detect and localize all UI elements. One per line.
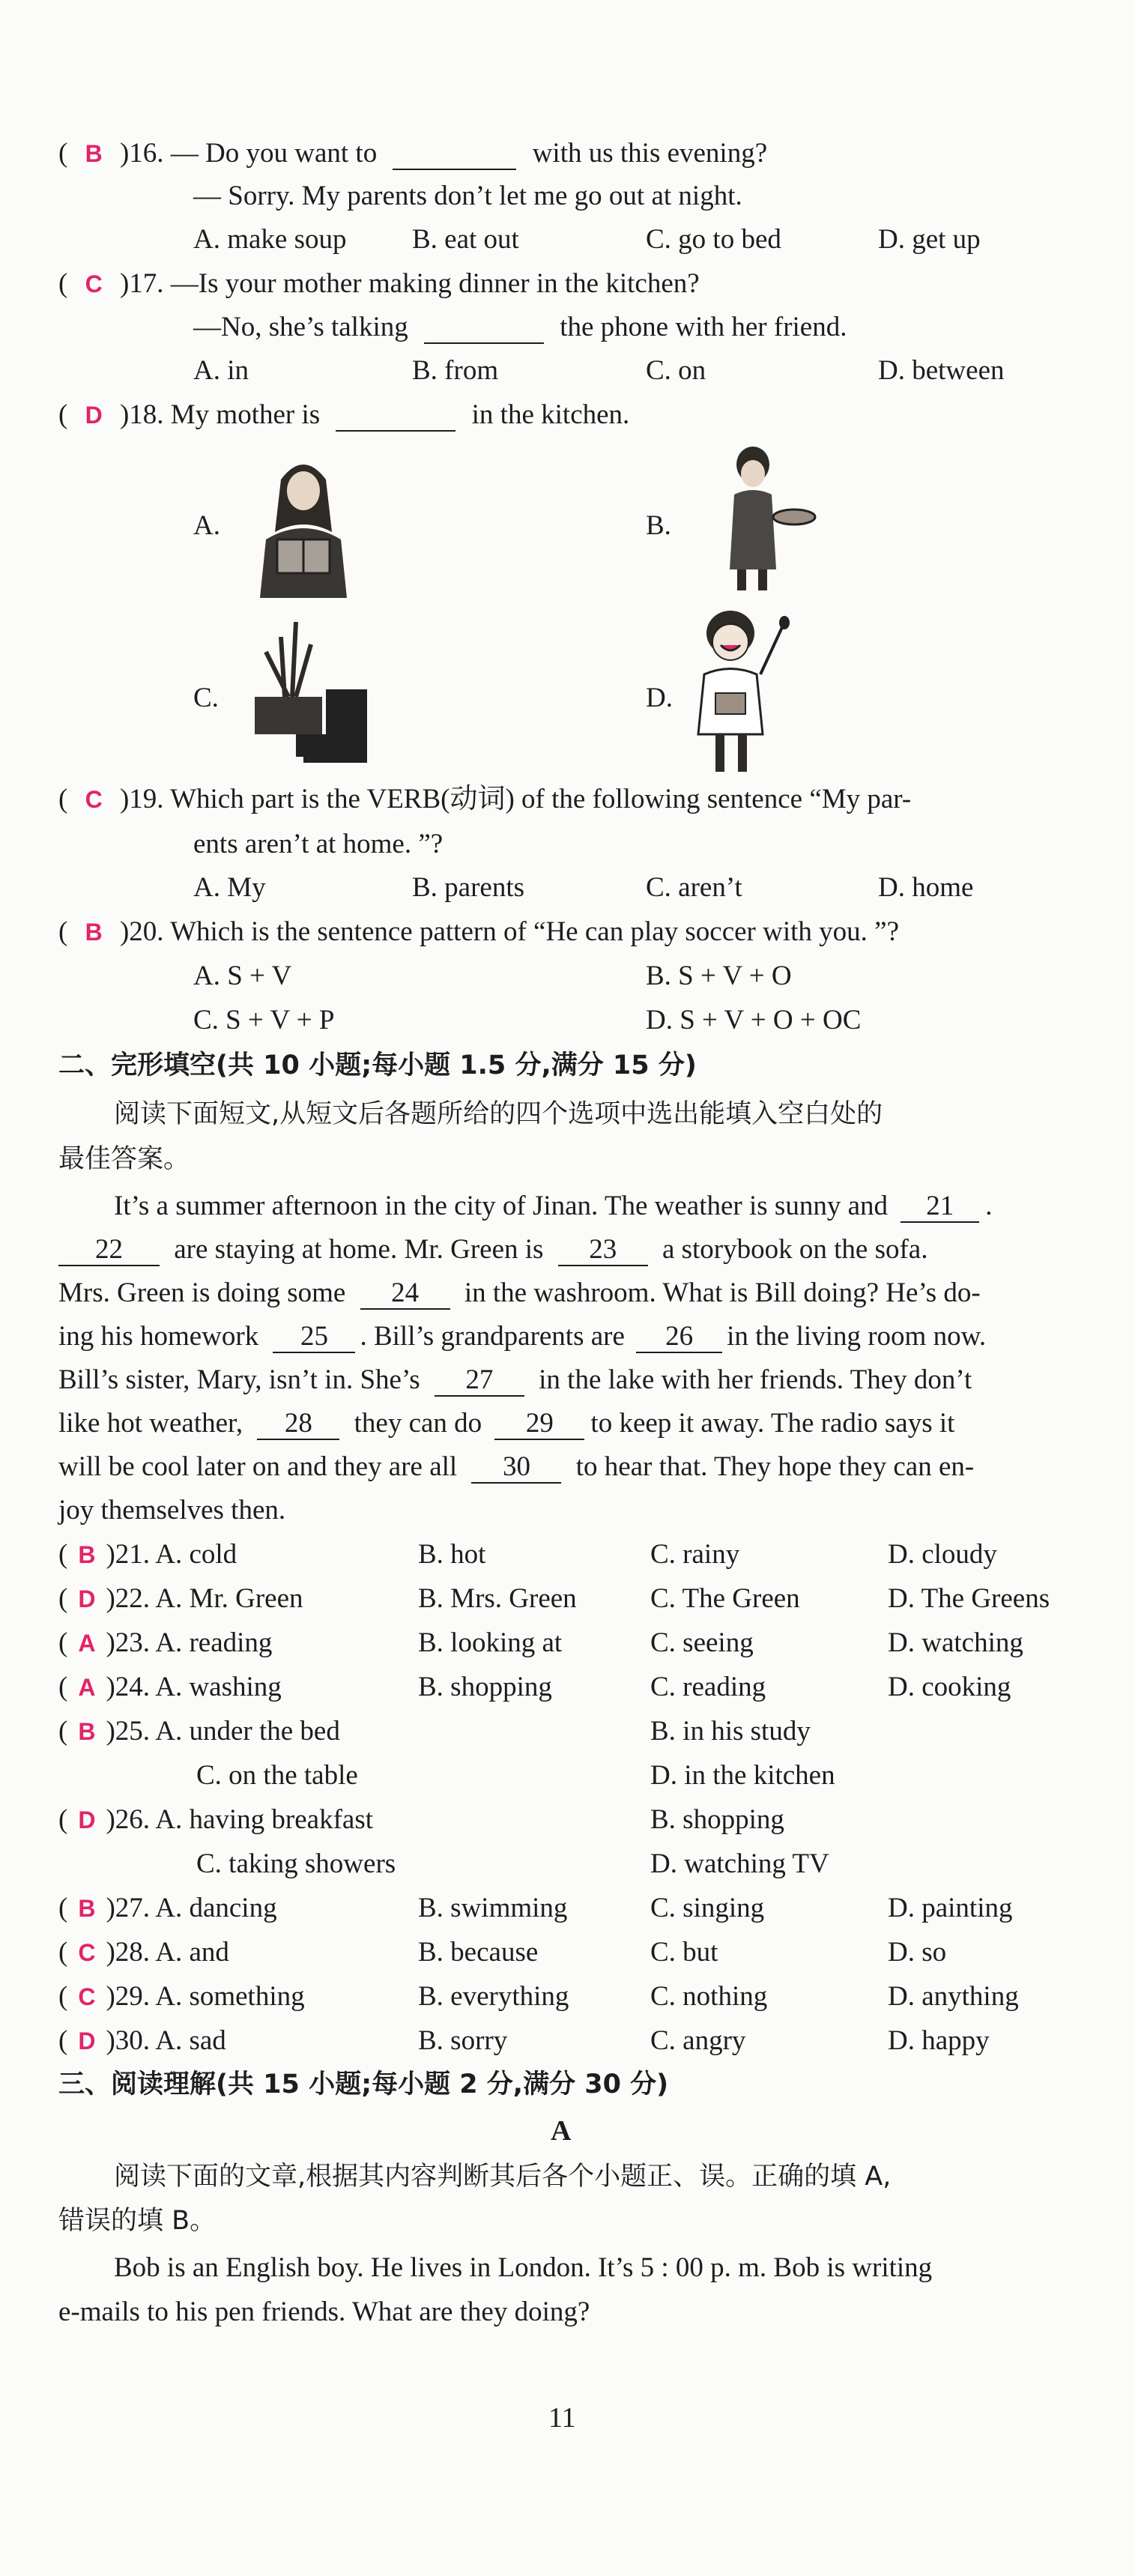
cloze-question-30: ( D )30. A. sad: [58, 2025, 226, 2056]
section-2-title: 二、完形填空(共 10 小题;每小题 1.5 分,满分 15 分): [58, 1050, 697, 1080]
cloze-question-26: ( D )26. A. having breakfast: [58, 1804, 373, 1835]
cloze-question-28: ( C )28. A. and: [58, 1937, 229, 1968]
option: B. parents: [412, 872, 525, 903]
question-19-header: ( C )19. Which part is the VERB(动词) of the following sentence “My par-: [58, 784, 912, 814]
option: D. cloudy: [888, 1539, 997, 1570]
option: D. home: [878, 872, 974, 903]
answer-mark: A: [78, 1674, 96, 1701]
answer-mark: D: [85, 402, 103, 429]
cloze-question-22: ( D )22. A. Mr. Green: [58, 1583, 303, 1614]
option: A. in: [193, 355, 249, 386]
option: D. S + V + O + OC: [646, 1005, 862, 1035]
option-label: C.: [193, 683, 219, 713]
answer-mark: D: [78, 1585, 96, 1612]
cloze-blank: 27: [435, 1365, 524, 1397]
option: B. because: [418, 1937, 539, 1968]
option: C. but: [650, 1937, 718, 1968]
question-stem: My mother is: [170, 399, 321, 430]
option: A. S + V: [193, 961, 292, 991]
section-3-title: 三、阅读理解(共 15 小题;每小题 2 分,满分 30 分): [58, 2069, 669, 2099]
option: D. The Greens: [888, 1583, 1050, 1614]
answer-mark: B: [78, 1541, 96, 1568]
passage-line: It’s a summer afternoon in the city of Jinan. The weather is sunny and 21 .: [114, 1191, 993, 1221]
cloze-blank: 29: [494, 1409, 584, 1440]
question-stem: —Is your mother making dinner in the kitchen?: [170, 268, 700, 299]
cloze-question-25: ( B )25. A. under the bed: [58, 1716, 340, 1747]
option: B. looking at: [418, 1627, 563, 1658]
option: B. from: [412, 355, 499, 386]
cloze-blank: 24: [360, 1278, 450, 1310]
option: D. anything: [888, 1981, 1019, 2012]
option: C. on the table: [196, 1760, 358, 1791]
option: B. sorry: [418, 2025, 508, 2056]
option: B. hot: [418, 1539, 486, 1570]
option: C. S + V + P: [193, 1005, 335, 1035]
cloze-blank: 25: [273, 1322, 355, 1353]
option: C. singing: [650, 1893, 765, 1923]
answer-blank: [393, 143, 516, 170]
option: D. painting: [888, 1893, 1013, 1923]
living-room-illustration: [251, 622, 371, 764]
passage-line: like hot weather, 28 they can do 29 to keep it away. The radio says it: [58, 1408, 955, 1439]
question-18-header: ( D )18. My mother is in the kitchen.: [58, 399, 630, 430]
answer-mark: A: [78, 1630, 96, 1657]
question-17-line2: —No, she’s talking the phone with her friend.: [193, 312, 847, 342]
cloze-question-27: ( B )27. A. dancing: [58, 1893, 277, 1923]
section-2-instructions: 阅读下面短文,从短文后各题所给的四个选项中选出能填入空白处的: [114, 1099, 883, 1129]
answer-mark: D: [78, 2028, 96, 2055]
option: D. happy: [888, 2025, 990, 2056]
answer-mark: B: [78, 1718, 96, 1745]
woman-cooking-spoon-illustration: [674, 603, 794, 779]
option: C. reading: [650, 1672, 766, 1702]
question-16-line2: — Sorry. My parents don’t let me go out at night.: [193, 181, 742, 211]
cloze-blank: 21: [901, 1191, 979, 1223]
option-label: B.: [646, 510, 671, 541]
option-label: A.: [193, 510, 220, 541]
option: C. nothing: [650, 1981, 768, 2012]
cloze-blank: 26: [636, 1322, 722, 1353]
cloze-blank: 30: [471, 1452, 561, 1484]
passage-line: joy themselves then.: [58, 1495, 286, 1526]
option: C. on: [646, 355, 706, 386]
option: D. watching TV: [650, 1848, 829, 1879]
cloze-blank: 28: [257, 1409, 339, 1440]
question-20-header: ( B )20. Which is the sentence pattern of “He can play soccer with you. ”?: [58, 916, 900, 947]
question-stem: Which part is the VERB(动词) of the following sentence “My par-: [170, 784, 912, 814]
option: B. eat out: [412, 224, 519, 255]
option: C. rainy: [650, 1539, 740, 1570]
passage-line: Bill’s sister, Mary, isn’t in. She’s 27 in the lake with her friends. They don’t: [58, 1364, 972, 1395]
option: B. everything: [418, 1981, 569, 2012]
reading-passage-line: Bob is an English boy. He lives in London. It’s 5 : 00 p. m. Bob is writing: [114, 2252, 933, 2283]
option: C. go to bed: [646, 224, 781, 255]
passage-part-label: A: [551, 2115, 572, 2147]
option: C. seeing: [650, 1627, 754, 1658]
section-3-instructions: 阅读下面的文章,根据其内容判断其后各个小题正、误。正确的填 A,: [114, 2162, 892, 2192]
option: C. aren’t: [646, 872, 742, 903]
cloze-question-29: ( C )29. A. something: [58, 1981, 305, 2012]
answer-mark: B: [78, 1895, 96, 1922]
option: D. cooking: [888, 1672, 1011, 1702]
question-stem: — Do you want to: [170, 138, 378, 169]
cloze-blank: 23: [558, 1235, 648, 1266]
option: C. taking showers: [196, 1848, 396, 1879]
option: A. make soup: [193, 224, 347, 255]
cloze-question-24: ( A )24. A. washing: [58, 1672, 282, 1702]
answer-mark: C: [78, 1939, 96, 1966]
section-2-instructions-cont: 最佳答案。: [58, 1144, 190, 1174]
passage-line: will be cool later on and they are all 30 to hear that. They hope they can en-: [58, 1451, 975, 1482]
question-19-line2: ents aren’t at home. ”?: [193, 829, 444, 859]
woman-cooking-illustration: [712, 442, 817, 592]
answer-mark: C: [85, 786, 103, 813]
question-16-header: ( B )16. — Do you want to with us this evening?: [58, 138, 768, 169]
answer-blank: [336, 405, 455, 432]
option: C. angry: [650, 2025, 746, 2056]
section-3-instructions-cont: 错误的填 B。: [58, 2206, 217, 2236]
option: B. Mrs. Green: [418, 1583, 577, 1614]
option: B. shopping: [650, 1804, 784, 1835]
option: D. so: [888, 1937, 947, 1968]
option: B. swimming: [418, 1893, 568, 1923]
option: D. between: [878, 355, 1005, 386]
woman-reading-illustration: [251, 450, 356, 599]
answer-mark: C: [78, 1983, 96, 2010]
cloze-blank: 22: [58, 1235, 160, 1266]
option-label: D.: [646, 683, 673, 713]
answer-mark: C: [85, 270, 103, 297]
option: C. The Green: [650, 1583, 800, 1614]
passage-line: ing his homework 25 . Bill’s grandparents are 26 in the living room now.: [58, 1321, 987, 1352]
option: D. get up: [878, 224, 981, 255]
passage-line: 22 are staying at home. Mr. Green is 23 a storybook on the sofa.: [58, 1233, 927, 1266]
cloze-question-21: ( B )21. A. cold: [58, 1539, 237, 1570]
option: A. My: [193, 872, 266, 903]
answer-mark: B: [85, 919, 103, 946]
option: B. in his study: [650, 1716, 811, 1747]
cloze-question-23: ( A )23. A. reading: [58, 1627, 273, 1658]
passage-line: Mrs. Green is doing some 24 in the washroom. What is Bill doing? He’s do-: [58, 1278, 981, 1308]
page-number: 11: [548, 2402, 576, 2434]
answer-mark: B: [85, 140, 103, 167]
option: D. in the kitchen: [650, 1760, 835, 1791]
reading-passage-line: e-mails to his pen friends. What are they doing?: [58, 2297, 590, 2327]
question-17-header: ( C )17. —Is your mother making dinner in the kitchen?: [58, 268, 700, 299]
answer-blank: [424, 317, 544, 344]
answer-mark: D: [78, 1806, 96, 1833]
question-stem: Which is the sentence pattern of “He can play soccer with you. ”?: [170, 916, 900, 947]
option: B. shopping: [418, 1672, 552, 1702]
option: B. S + V + O: [646, 961, 792, 991]
option: D. watching: [888, 1627, 1023, 1658]
